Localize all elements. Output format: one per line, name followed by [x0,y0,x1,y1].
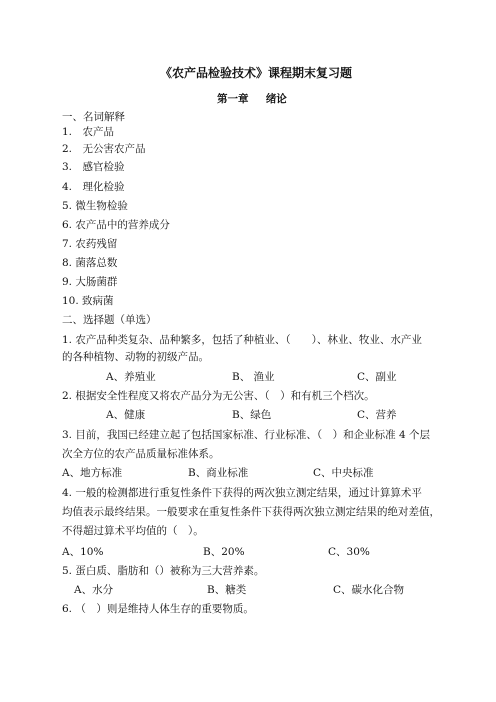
list-item: 7. 农药残留 [62,238,118,250]
question-2-line-1: 2. 根据安全性程度又将农产品分为无公害、（ ）和有机三个档次。 [62,390,375,402]
question-1-option-a: A、养殖业 [106,371,156,383]
document-title: 《农产品检验技术》课程期末复习题 [160,66,353,80]
question-3-option-b: B、商业标准 [188,467,249,479]
question-4-line-3: 不得超过算术平均值的（ ）。 [62,525,204,537]
section-heading-definitions: 一、名词解释 [62,111,125,123]
question-1-line-1: 1. 农产品种类复杂、品种繁多，包括了种植业、（ ）、林业、牧业、水产业 [62,334,422,346]
chapter-heading [217,92,287,106]
question-4-option-b: B、20% [203,546,245,558]
question-3-option-c: C、中央标准 [313,467,374,479]
list-item: 10. 致病菌 [62,295,114,307]
list-item: 9. 大肠菌群 [62,276,118,288]
question-2-option-c: C、营养 [357,409,397,421]
list-item: 8. 菌落总数 [62,257,118,269]
question-4-line-1: 4. 一般的检测都进行重复性条件下获得的两次独立测定结果，通过计算算术平 [62,487,422,499]
question-5-option-a: A、水分 [74,584,114,596]
question-4-option-a: A、10% [62,546,104,558]
question-1-line-2: 的各种植物、动物的初级产品。 [62,351,209,363]
question-3-option-a: A、地方标准 [62,467,123,479]
question-3-line-1: 3. 目前，我国已经建立起了包括国家标准、行业标准、（ ）和企业标准 4 个层 [62,429,430,441]
question-1-option-c: C、副业 [357,371,397,383]
list-item: 3. 感官检验 [62,161,125,173]
list-item: 6. 农产品中的营养成分 [62,219,170,231]
question-3-line-2: 次全方位的农产品质量标准体系。 [62,448,220,460]
question-5-option-b: B、糖类 [207,584,247,596]
list-item: 2. 无公害农产品 [62,143,146,155]
list-item: 1. 农产品 [62,126,115,138]
question-2-option-b: B、绿色 [232,409,272,421]
question-6-line-1: 6. （ ）则是维持人体生存的重要物质。 [62,603,254,615]
list-item: 5. 微生物检验 [62,200,128,212]
list-item: 4. 理化检验 [62,181,125,193]
section-heading-choice: 二、选择题（单选） [62,314,157,326]
question-4-option-c: C、30% [328,546,370,558]
question-5-line-1: 5. 蛋白质、脂肪和（）被称为三大营养素。 [62,565,265,577]
question-1-option-b: B、 渔业 [232,371,275,383]
question-4-line-2: 均值表示最终结果。一般要求在重复性条件下获得两次独立测定结果的绝对差值， [62,506,440,518]
chapter-number: 第一章 [217,93,249,105]
question-5-option-c: C、碳水化合物 [333,584,405,596]
question-2-option-a: A、健康 [106,409,146,421]
chapter-name: 绪论 [265,93,287,105]
